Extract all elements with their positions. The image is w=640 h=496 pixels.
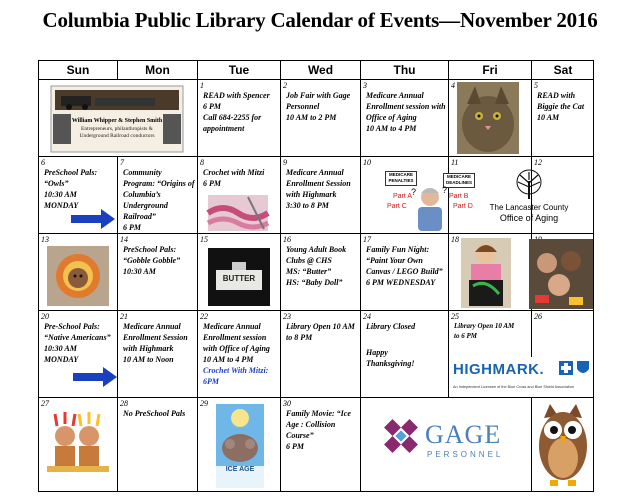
thanksgiving-text: Happy Thanksgiving! [366, 348, 415, 368]
blue-cross-shield-icon [559, 359, 591, 379]
page-title: Columbia Public Library Calendar of Events—November 2016 [42, 8, 598, 32]
event-text: Family Movie: “Ice Age : Collision Course” 6 PM [286, 409, 351, 451]
day-cell-22 [198, 311, 281, 398]
day-number: 7 [120, 158, 124, 167]
office-of-aging-logo [479, 169, 579, 231]
day-cell-18 [449, 234, 532, 311]
medicare-graphic [385, 171, 475, 231]
svg-text:?: ? [411, 187, 417, 197]
day-number: 20 [41, 312, 49, 321]
day-number: 2 [283, 81, 287, 90]
ice-age-poster-image [216, 404, 264, 488]
day-cell-8 [198, 157, 281, 234]
day-number: 18 [451, 235, 459, 244]
confused-man-icon [411, 185, 448, 231]
cat-photo-image [457, 82, 519, 154]
day-cell-2 [281, 80, 361, 157]
day-cell-20 [39, 311, 118, 398]
day-cell-29 [198, 398, 281, 492]
svg-text:?: ? [442, 185, 448, 195]
day-number: 24 [363, 312, 371, 321]
day-number: 17 [363, 235, 371, 244]
calendar-grid [38, 60, 594, 492]
day-header-sun: Sun [39, 61, 118, 80]
day-number: 1 [200, 81, 204, 90]
day-header-fri: Fri [449, 61, 532, 80]
railroad-names: William Whipper & Stephen Smith [71, 118, 163, 124]
day-header-mon: Mon [118, 61, 198, 80]
highmark-logo [451, 357, 593, 397]
day-header-sat: Sat [532, 61, 594, 80]
event-text: READ with Spencer 6 PM Call 684-2255 for appointment [203, 91, 270, 133]
day-cell-13 [39, 234, 118, 311]
day-number: 11 [451, 158, 459, 167]
gage-logo-icon [381, 416, 421, 456]
aging-line-2: Office of Aging [499, 213, 559, 223]
day-number: 13 [41, 235, 49, 244]
turkey-craft-photo-image [47, 246, 109, 306]
aging-line-1: The Lancaster County [489, 203, 569, 212]
day-cell-23 [281, 311, 361, 398]
gage-wordmark: GAGE [425, 420, 502, 449]
day-cell-30 [281, 398, 361, 492]
day-cell-15 [198, 234, 281, 311]
event-text: Pre-School Pals: “Native Americans” 10:30 AM MONDAY [44, 322, 111, 364]
day-cell-7 [118, 157, 198, 234]
tree-icon [509, 169, 549, 201]
day-number: 9 [283, 158, 287, 167]
part-b-label: Part B [449, 193, 469, 200]
lego-kids-photo-image [529, 239, 593, 309]
railroad-picture-cell [39, 80, 198, 157]
native-american-kids-image [45, 412, 111, 474]
day-number: 30 [283, 399, 291, 408]
owl-cartoon-image [536, 404, 590, 488]
day-cell-9 [281, 157, 361, 234]
event-text: READ with Biggie the Cat 10 AM [537, 91, 585, 122]
medicare-deadlines-card: MEDICARE DEADLINES [443, 173, 475, 188]
event-text: Medicare Annual Enrollment session with Office of Aging 10 AM to 4 PM [203, 322, 270, 364]
day-number: 14 [120, 235, 128, 244]
crochet-photo-image [208, 195, 268, 231]
personnel-wordmark: PERSONNEL [427, 450, 504, 459]
day-cell-3 [361, 80, 449, 157]
event-text: Job Fair with Gage Personnel 10 AM to 2 PM [286, 91, 351, 122]
day-cell-28 [118, 398, 198, 492]
day-number: 22 [200, 312, 208, 321]
day-cell-1 [198, 80, 281, 157]
day-cell-4 [449, 80, 532, 157]
day-header-tue: Tue [198, 61, 281, 80]
day-number: 4 [451, 81, 455, 90]
right-arrow-icon [73, 367, 117, 387]
event-text: Medicare Annual Enrollment Session with Highmark 3:30 to 8 PM [286, 168, 351, 210]
day-number: 29 [200, 399, 208, 408]
day-header-wed: Wed [281, 61, 361, 80]
part-a-label: Part A [393, 193, 413, 200]
day-number: 21 [120, 312, 128, 321]
day-number: 3 [363, 81, 367, 90]
day-number: 12 [534, 158, 542, 167]
day-cell-24 [361, 311, 449, 398]
railroad-subtitle: Entrepreneurs, philanthropists & Underground Railroad conductors [79, 126, 155, 139]
day-number: 6 [41, 158, 45, 167]
day-cell-17 [361, 234, 449, 311]
medicare-penalties-card: MEDICARE PENALTIES [385, 171, 417, 186]
event-text: Library Open 10 AM to 8 PM [286, 322, 355, 342]
day-number: 26 [534, 312, 542, 321]
event-text: Library Closed [366, 322, 416, 331]
day-number: 15 [200, 235, 208, 244]
day-cell-6 [39, 157, 118, 234]
day-number: 8 [200, 158, 204, 167]
day-header-thu: Thu [361, 61, 449, 80]
gage-personnel-cell [361, 398, 532, 492]
event-text: Medicare Annual Enrollment session with Office of Aging 10 AM to 4 PM [366, 91, 446, 133]
event-text: Young Adult Book Clubs @ CHS MS: “Butter” HS: “Baby Doll” [286, 245, 347, 287]
day-cell-21 [118, 311, 198, 398]
highmark-wordmark: HIGHMARK. [453, 361, 545, 378]
part-c-label: Part C [387, 203, 407, 210]
event-text: Medicare Annual Enrollment Session with Highmark 10 AM to Noon [123, 322, 188, 364]
day-number: 27 [41, 399, 49, 408]
event-text: PreSchool Pals: “Owls” 10:30 AM MONDAY [44, 168, 98, 210]
event-text: Family Fun Night: “Paint Your Own Canvas / LEGO Build” 6 PM WEDNESDAY [366, 245, 443, 287]
butter-label: BUTTER [222, 274, 256, 283]
painting-child-photo-image [461, 238, 511, 308]
day-cell-14 [118, 234, 198, 311]
event-text: PreSchool Pals: “Gobble Gobble” 10:30 AM [123, 245, 181, 276]
event-text: Crochet with Mitzi 6 PM [203, 168, 265, 188]
day-cell-5 [532, 80, 594, 157]
right-arrow-icon [71, 209, 115, 229]
day-number: 16 [283, 235, 291, 244]
day-number: 10 [363, 158, 371, 167]
day-number: 23 [283, 312, 291, 321]
day-number: 28 [120, 399, 128, 408]
highmark-subtext: An Independent Licensee of the Blue Cross and Blue Shield Association [453, 385, 575, 389]
event-text: Library Open 10 AM to 6 PM [454, 322, 515, 340]
part-d-label: Part D [453, 203, 473, 210]
day-number: 5 [534, 81, 538, 90]
day-cell-16 [281, 234, 361, 311]
event-text: Community Program: “Origins of Columbia’s Underground Railroad” 6 PM [123, 168, 195, 232]
day-number: 25 [451, 312, 459, 321]
event-text: No PreSchool Pals [123, 409, 186, 418]
day-cell-27 [39, 398, 118, 492]
ice-age-label: ICE AGE [225, 466, 255, 473]
owl-cell [532, 398, 594, 492]
crochet-event-text: Crochet With Mitzi: 6PM [203, 366, 269, 386]
